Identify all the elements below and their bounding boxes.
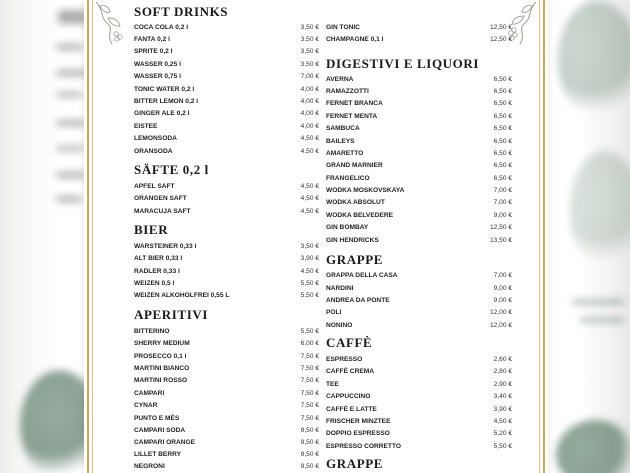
item-price: 7,00 € — [493, 272, 512, 279]
item-price: 12,00 € — [490, 309, 512, 316]
item-price: 2,90 € — [493, 381, 512, 388]
item-name: TEE — [326, 381, 339, 388]
item-price: 7,50 € — [300, 415, 319, 422]
item-price: 4,50 € — [300, 135, 319, 142]
item-price: 4,50 € — [493, 418, 512, 425]
item-price: 5,50 € — [300, 328, 319, 335]
item-name: LEMONSODA — [134, 135, 177, 142]
item-price: 9,00 € — [493, 297, 512, 304]
item-price: 7,50 € — [300, 353, 319, 360]
item-name: TONIC WATER 0,2 l — [134, 86, 195, 93]
item-price: 4,50 € — [300, 208, 319, 215]
menu-item — [134, 181, 319, 193]
item-price: 4,50 € — [300, 195, 319, 202]
item-name: CYNAR — [134, 402, 158, 409]
item-price: 6,50 € — [493, 125, 512, 132]
item-price: 3,50 € — [300, 48, 319, 55]
menu-item — [134, 108, 319, 120]
menu-item — [326, 404, 512, 416]
menu-item — [326, 354, 512, 366]
item-name: SAMBUCA — [326, 125, 360, 132]
menu-item — [134, 253, 319, 265]
section-title-grappe: GRAPPE — [326, 252, 384, 267]
item-name: LILLET BERRY — [134, 451, 182, 458]
item-name: GRAPPA DELLA CASA — [326, 272, 398, 279]
menu-item — [326, 98, 512, 110]
item-name: WODKA MOSKOVSKAYA — [326, 187, 405, 194]
menu-item — [134, 351, 319, 363]
item-price: 12,50 € — [490, 24, 512, 31]
menu-item — [326, 173, 512, 185]
section-title-aperitivi: APERITIVI — [134, 307, 209, 322]
item-price: 4,00 € — [300, 86, 319, 93]
menu-item — [134, 290, 319, 302]
menu-item — [326, 283, 512, 295]
grape-vine-left-icon — [94, 0, 130, 48]
item-name: MARACUJA SAFT — [134, 208, 191, 215]
menu-item — [326, 235, 512, 247]
menu-item — [326, 34, 512, 46]
item-price: 3,50 € — [300, 243, 319, 250]
item-name: FANTA 0,2 l — [134, 36, 170, 43]
item-price: 2,60 € — [493, 356, 512, 363]
menu-item — [134, 22, 319, 34]
menu-item — [134, 425, 319, 437]
item-price: 3,50 € — [300, 36, 319, 43]
item-name: PROSECCO 0,1 l — [134, 353, 187, 360]
item-name: POLI — [326, 309, 342, 316]
item-price: 9,50 € — [300, 463, 319, 470]
blurred-right-page — [550, 0, 630, 473]
menu-item — [326, 441, 512, 453]
item-name: FRANGELICO — [326, 175, 370, 182]
item-name: SPRITE 0,2 l — [134, 48, 173, 55]
item-name: FERNET MENTA — [326, 113, 378, 120]
menu-item — [326, 379, 512, 391]
menu-item — [134, 461, 319, 473]
item-price: 12,50 € — [490, 36, 512, 43]
gold-border-right — [543, 0, 545, 473]
item-price: 2,80 € — [493, 368, 512, 375]
menu-item — [326, 222, 512, 234]
section-title-digestivi: DIGESTIVI E LIQUORI — [326, 56, 479, 71]
menu-item — [134, 375, 319, 387]
item-name: WEIZEN 0,5 l — [134, 280, 175, 287]
item-name: NEGRONI — [134, 463, 165, 470]
menu-item — [134, 46, 319, 58]
menu-item — [326, 185, 512, 197]
menu-item — [326, 295, 512, 307]
menu-item — [134, 266, 319, 278]
item-price: 7,00 € — [493, 199, 512, 206]
menu-item — [134, 449, 319, 461]
item-price: 7,50 € — [300, 377, 319, 384]
item-price: 7,50 € — [300, 365, 319, 372]
item-name: CHAMPAGNE 0,1 l — [326, 36, 384, 43]
menu-item — [134, 278, 319, 290]
item-name: GIN HENDRICKS — [326, 237, 379, 244]
item-price: 6,50 € — [493, 150, 512, 157]
item-name: WEIZEN ALKOHOLFREI 0,55 L — [134, 292, 230, 299]
item-name: ORANSODA — [134, 148, 173, 155]
menu-item — [134, 206, 319, 218]
menu-item — [134, 84, 319, 96]
menu-item — [134, 338, 319, 350]
item-price: 6,50 € — [493, 100, 512, 107]
section-title-grappe-2: GRAPPE — [326, 456, 384, 471]
item-name: CAMPARI ORANGE — [134, 439, 196, 446]
blurred-left-page — [20, 0, 90, 473]
item-name: NONINO — [326, 322, 353, 329]
item-price: 12,00 € — [490, 322, 512, 329]
item-name: DOPPIO ESPRESSO — [326, 430, 390, 437]
item-name: NARDINI — [326, 285, 354, 292]
item-price: 3,50 € — [300, 24, 319, 31]
menu-item — [134, 34, 319, 46]
item-name: GIN BOMBAY — [326, 224, 369, 231]
item-name: ESPRESSO — [326, 356, 363, 363]
item-name: WASSER 0,75 l — [134, 73, 181, 80]
item-price: 3,50 € — [300, 61, 319, 68]
item-name: MARTINI ROSSO — [134, 377, 188, 384]
menu-item — [134, 71, 319, 83]
menu-item — [326, 320, 512, 332]
section-title-saefte: SÄFTE 0,2 l — [134, 162, 209, 177]
menu-item — [134, 326, 319, 338]
item-name: WASSER 0,25 l — [134, 61, 181, 68]
item-price: 9,50 € — [300, 439, 319, 446]
item-price: 5,50 € — [493, 443, 512, 450]
item-name: FERNET BRANCA — [326, 100, 383, 107]
item-price: 6,50 € — [493, 138, 512, 145]
menu-item — [134, 400, 319, 412]
section-title-soft-drinks: SOFT DRINKS — [134, 4, 229, 19]
menu-item — [326, 111, 512, 123]
item-price: 7,50 € — [300, 402, 319, 409]
item-name: GRAND MARNIER — [326, 162, 383, 169]
item-name: RADLER 0,33 l — [134, 268, 180, 275]
item-price: 3,90 € — [300, 255, 319, 262]
item-name: FRISCHER MINZTEE — [326, 418, 391, 425]
gold-border-left — [87, 0, 89, 473]
item-name: ANDREA DA PONTE — [326, 297, 390, 304]
menu-item — [134, 363, 319, 375]
menu-item — [326, 307, 512, 319]
item-name: SHERRY MEDIUM — [134, 340, 190, 347]
item-price: 7,50 € — [300, 390, 319, 397]
item-name: GIN TONIC — [326, 24, 360, 31]
menu-item — [326, 136, 512, 148]
item-price: 9,00 € — [493, 285, 512, 292]
item-price: 6,50 € — [493, 88, 512, 95]
item-name: CAFFÈ CREMA — [326, 368, 374, 375]
item-price: 12,50 € — [490, 224, 512, 231]
menu-item — [326, 22, 512, 34]
menu-item — [326, 86, 512, 98]
item-price: 3,40 € — [493, 393, 512, 400]
menu-item — [134, 437, 319, 449]
item-name: AVERNA — [326, 76, 354, 83]
section-title-bier: BIER — [134, 222, 169, 237]
item-name: GINGER ALE 0,2 l — [134, 110, 190, 117]
menu-item — [134, 146, 319, 158]
menu-item — [326, 197, 512, 209]
menu-item — [134, 388, 319, 400]
section-title-caffe: CAFFÈ — [326, 335, 373, 350]
item-name: AMARETTO — [326, 150, 364, 157]
menu-item — [134, 59, 319, 71]
item-name: WARSTEINER 0,33 l — [134, 243, 197, 250]
item-price: 6,00 € — [300, 340, 319, 347]
item-price: 9,50 € — [300, 451, 319, 458]
item-price: 4,00 € — [300, 98, 319, 105]
item-price: 6,50 € — [493, 76, 512, 83]
menu-item — [326, 270, 512, 282]
item-name: WODKA BELVEDERE — [326, 212, 394, 219]
item-price: 4,50 € — [300, 148, 319, 155]
menu-item — [326, 123, 512, 135]
item-name: CAPPUCCINO — [326, 393, 371, 400]
item-name: BITTER LEMON 0,2 l — [134, 98, 199, 105]
menu-item — [326, 428, 512, 440]
item-price: 5,20 € — [493, 430, 512, 437]
menu-item — [326, 74, 512, 86]
gold-border-right-inner — [539, 0, 540, 473]
menu-page — [84, 0, 548, 473]
item-price: 4,50 € — [300, 183, 319, 190]
menu-item — [326, 416, 512, 428]
item-name: CAMPARI SODA — [134, 427, 186, 434]
gold-border-left-inner — [92, 0, 93, 473]
menu-item — [326, 391, 512, 403]
menu-item — [134, 133, 319, 145]
item-price: 5,50 € — [300, 292, 319, 299]
menu-item — [134, 241, 319, 253]
item-price: 9,00 € — [493, 212, 512, 219]
item-name: ALT BIER 0,33 l — [134, 255, 183, 262]
item-name: CAFFÈ E LATTE — [326, 406, 377, 413]
menu-item — [134, 121, 319, 133]
item-name: BITTERINO — [134, 328, 170, 335]
item-name: RAMAZZOTTI — [326, 88, 369, 95]
item-price: 6,50 € — [493, 175, 512, 182]
item-price: 4,00 € — [300, 123, 319, 130]
item-name: WODKA ABSOLUT — [326, 199, 385, 206]
item-price: 5,50 € — [300, 280, 319, 287]
item-name: APFEL SAFT — [134, 183, 175, 190]
item-price: 13,50 € — [490, 237, 512, 244]
menu-item — [134, 413, 319, 425]
item-name: BAILEYS — [326, 138, 355, 145]
item-price: 3,90 € — [493, 406, 512, 413]
menu-item — [134, 193, 319, 205]
item-price: 7,00 € — [493, 187, 512, 194]
item-name: COCA COLA 0,2 l — [134, 24, 189, 31]
item-price: 4,00 € — [300, 110, 319, 117]
item-price: 7,00 € — [300, 73, 319, 80]
menu-item — [134, 96, 319, 108]
menu-item — [326, 160, 512, 172]
item-price: 6,50 € — [493, 113, 512, 120]
item-name: ESPRESSO CORRETTO — [326, 443, 401, 450]
menu-item — [326, 148, 512, 160]
item-name: EISTEE — [134, 123, 158, 130]
menu-item — [326, 366, 512, 378]
item-price: 6,50 € — [493, 162, 512, 169]
item-name: PUNTO E MÈS — [134, 415, 180, 422]
item-name: MARTINI BIANCO — [134, 365, 190, 372]
item-price: 4,50 € — [300, 268, 319, 275]
item-name: CAMPARI — [134, 390, 165, 397]
item-price: 9,50 € — [300, 427, 319, 434]
menu-item — [326, 210, 512, 222]
item-name: ORANGEN SAFT — [134, 195, 187, 202]
